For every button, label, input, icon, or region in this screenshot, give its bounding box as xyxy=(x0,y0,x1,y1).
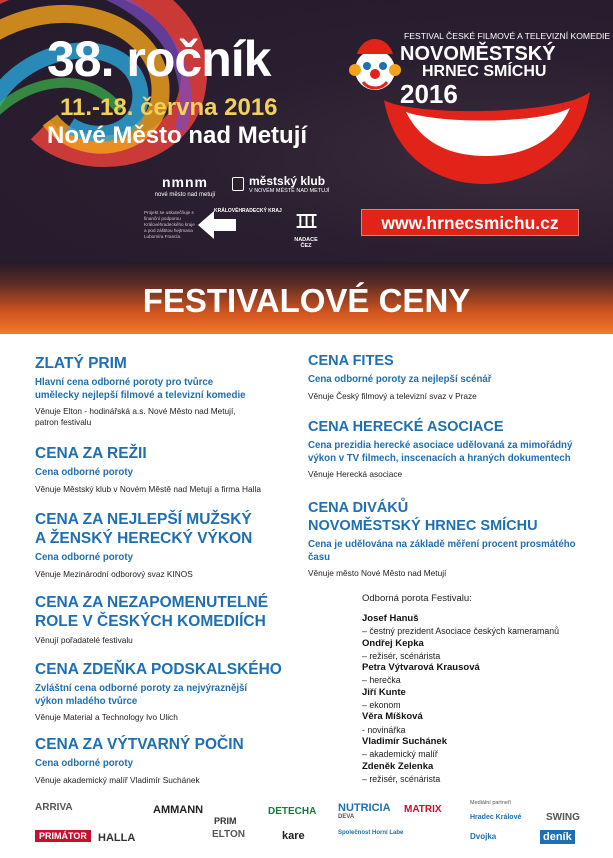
kare-logo: kare xyxy=(282,830,305,842)
award-title: CENA ZDEŇKA PODSKALSKÉHO xyxy=(35,661,282,678)
award-description: Cena je udělována na základě měření procent prosmátého času xyxy=(308,539,576,563)
award-sponsor: Věnuje Mezinárodní odborový svaz KINOS xyxy=(35,568,193,579)
support-note: Projekt se uskutečňuje s finanční podporou Královéhradeckého kraje a pod záštitou hejtmana Lubomíra Francla. xyxy=(144,210,195,239)
building-icon xyxy=(232,177,244,191)
nadace-cez-label: NADACE ČEZ xyxy=(294,237,318,249)
jury-member-role: – herečka xyxy=(362,675,401,686)
festival-dates: 11.-18. června 2016 xyxy=(60,94,278,121)
mestsky-klub-name: městský klub xyxy=(249,174,326,188)
award-description: Hlavní cena odborné poroty pro tvůrce umělecky nejlepší filmové a televizní komedie xyxy=(35,377,246,401)
jury-member-name: Vladimír Suchánek xyxy=(362,735,448,747)
award-sponsor: Věnuje město Nové Město nad Metují xyxy=(308,568,447,578)
nove-mesto-logo xyxy=(144,174,226,198)
nutricia-logo: NUTRICIA xyxy=(338,802,391,814)
award-nezapomenutelne-role xyxy=(35,593,335,646)
award-sponsor: Věnuje Městský klub v Novém Městě nad Metují a firma Halla xyxy=(35,483,261,494)
award-fites xyxy=(308,352,608,402)
jury-member-name: Zdeněk Zelenka xyxy=(362,760,434,772)
award-sponsor: Věnuje Herecká asociace xyxy=(308,469,403,479)
sponsor-logos xyxy=(0,796,613,858)
horni-labe-logo: Společnost Horní Labe xyxy=(338,830,404,836)
award-zlaty-prim xyxy=(35,354,335,428)
award-title: CENA ZA NEJLEPŠÍ MUŽSKÝ A ŽENSKÝ HERECKÝ VÝKON xyxy=(35,511,253,547)
award-description: Cena odborné poroty xyxy=(35,552,133,563)
award-title: CENA ZA NEZAPOMENUTELNÉ ROLE V ČESKÝCH KOMEDIÍCH xyxy=(35,594,269,630)
jury-member-role: – režisér, scénárista xyxy=(362,773,441,784)
award-sponsor: Věnuje akademický malíř Vladimír Suchánek xyxy=(35,774,200,785)
award-description: Cena odborné poroty xyxy=(35,758,133,769)
halla-logo: HALLA xyxy=(98,832,136,844)
jury-member-role: – akademický malíř xyxy=(362,749,438,760)
festival-subtitle: FESTIVAL ČESKÉ FILMOVÉ A TELEVIZNÍ KOMEDIE xyxy=(404,31,611,41)
festival-town: Nové Město nad Metují xyxy=(47,122,308,149)
jury-member-name: Věra Míšková xyxy=(362,711,423,723)
detecha-logo: DETECHA xyxy=(268,806,317,817)
nadace-cez-logo xyxy=(291,209,321,249)
festival-year: 2016 xyxy=(400,79,458,109)
kraj-label: KRÁLOVÉHRADECKÝ KRAJ xyxy=(214,208,282,214)
edition-title: 38. ročník xyxy=(47,31,271,87)
ammann-logo: AMMANN xyxy=(153,804,204,816)
award-description: Cena odborné poroty za nejlepší scénář xyxy=(308,374,492,385)
jury-member-name: Jiří Kunte xyxy=(362,686,406,698)
award-podskalsky xyxy=(35,660,335,723)
award-title: CENA DIVÁKŮ NOVOMĚSTSKÝ HRNEC SMÍCHU xyxy=(308,500,538,534)
jury-member-role: – režisér, scénárista xyxy=(362,650,441,661)
award-sponsor: Věnuje Elton - hodinářská a.s. Nové Město nad Metují, patron festivalu xyxy=(35,406,236,427)
award-description: Cena prezidia herecké asociace udělovaná za mimořádný výkon v TV filmech, inscenacích a hraných dokumentech xyxy=(308,440,573,464)
award-herecka-asociace xyxy=(308,418,608,480)
award-title: ZLATÝ PRIM xyxy=(35,355,127,372)
festival-header xyxy=(0,0,613,262)
arriva-logo: ARRIVA xyxy=(35,802,73,813)
mestsky-klub-logo xyxy=(232,174,329,194)
primator-logo: PRIMÁTOR xyxy=(35,830,91,842)
festival-name-line1: NOVOMĚSTSKÝ xyxy=(400,43,556,65)
award-title: CENA FITES xyxy=(308,353,394,369)
jury-member-name: Josef Hanuš xyxy=(362,613,419,624)
media-partners-label: Mediální partneři xyxy=(470,800,511,806)
nove-mesto-logo-caption: nové město nad metují xyxy=(154,192,216,198)
dvojka-logo: Dvojka xyxy=(470,832,497,841)
swing-logo: SWING xyxy=(546,812,580,823)
section-title: FESTIVALOVÉ CENY xyxy=(142,282,471,319)
award-description: Zvláštní cena odborné poroty za nejvýraznější výkon mladého tvůrce xyxy=(35,683,248,707)
jury-heading: Odborná porota Festivalu: xyxy=(362,593,472,604)
mestsky-klub-caption: V NOVÉM MĚSTĚ NAD METUJÍ xyxy=(249,188,330,194)
award-vytvarny-pocin xyxy=(35,735,335,786)
elton-logo: ELTON xyxy=(212,829,245,840)
clown-icon xyxy=(349,30,401,110)
award-herecky-vykon xyxy=(35,510,335,580)
prim-logo: PRIM xyxy=(214,816,237,826)
jury-member-role: – ekonom xyxy=(362,700,401,711)
award-divaku xyxy=(308,499,608,579)
jury-member-role: – čestný prezident Asociace českých kameramanů xyxy=(362,626,560,637)
award-title: CENA ZA VÝTVARNÝ POČIN xyxy=(35,736,244,753)
jury-member-name: Ondřej Kepka xyxy=(362,637,424,649)
award-title: CENA HERECKÉ ASOCIACE xyxy=(308,419,504,435)
hradec-kralove-logo: Hradec Králové xyxy=(470,814,522,821)
award-sponsor: Věnuje Material a Technology Ivo Ulich xyxy=(35,712,178,722)
award-sponsor: Věnují pořadatelé festivalu xyxy=(35,635,133,645)
award-sponsor: Věnuje Český filmový a televizní svaz v Praze xyxy=(308,390,477,401)
award-rezie xyxy=(35,444,335,495)
nove-mesto-logo-mark: nmnm xyxy=(162,174,208,190)
festival-name-line2: HRNEC SMÍCHU xyxy=(422,63,547,80)
jury-member-role: - novinářka xyxy=(362,724,406,735)
jury-list xyxy=(362,593,602,785)
award-description: Cena odborné poroty xyxy=(35,467,133,478)
cez-mark-icon: ┳┳┳ ┻┻┻ xyxy=(296,208,316,234)
jury-member-name: Petra Výtvarová Krausová xyxy=(362,662,480,674)
denik-logo: deník xyxy=(540,830,575,844)
matrix-logo: MATRIX xyxy=(404,804,442,815)
nutricia-subtitle: DEVA xyxy=(338,814,355,820)
award-title: CENA ZA REŽII xyxy=(35,445,147,462)
festival-url-link[interactable]: www.hrnecsmichu.cz xyxy=(361,209,579,236)
